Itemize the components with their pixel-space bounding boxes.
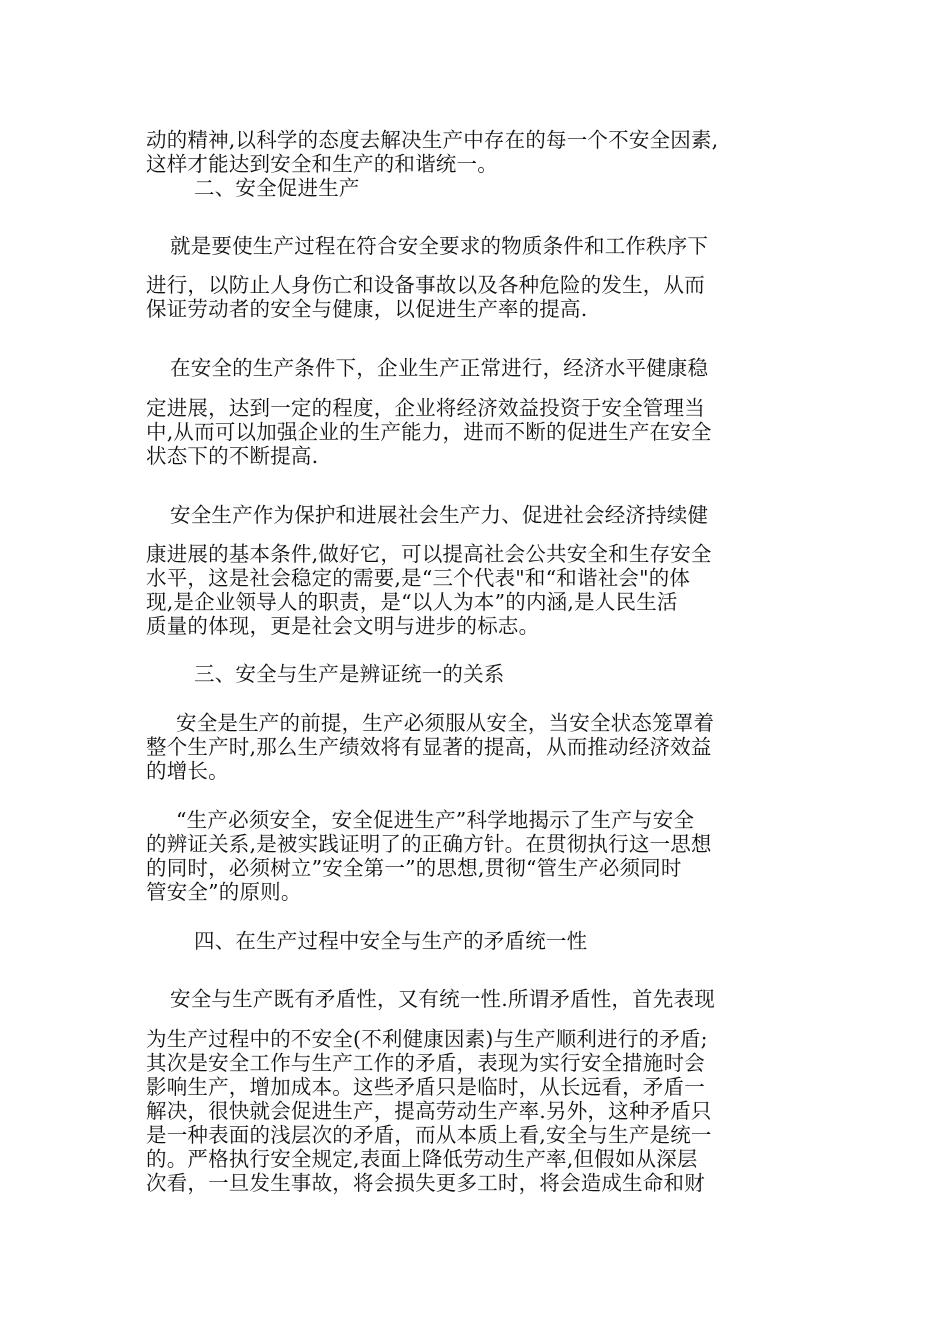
section-heading: 四、在生产过程中安全与生产的矛盾统一性 <box>194 929 588 953</box>
text-line: “生产必须安全，安全促进生产”科学地揭示了生产与安全 <box>176 808 695 832</box>
text-line: 其次是安全工作与生产工作的矛盾，表现为实行安全措施时会 <box>146 1051 705 1075</box>
text-line: 定进展，达到一定的程度，企业将经济效益投资于安全管理当 <box>146 396 705 420</box>
text-line: 动的精神,以科学的态度去解决生产中存在的每一个不安全因素, <box>146 128 719 152</box>
text-line: 康进展的基本条件,做好它，可以提高社会公共安全和生存安全 <box>146 542 712 566</box>
text-line: 安全生产作为保护和进展社会生产力、促进社会经济持续健 <box>170 503 709 527</box>
text-line: 保证劳动者的安全与健康，以促进生产率的提高. <box>146 297 588 321</box>
text-line: 的辨证关系,是被实践证明了的正确方针。在贯彻执行这一思想 <box>146 832 712 856</box>
text-line: 在安全的生产条件下，企业生产正常进行，经济水平健康稳 <box>170 356 709 380</box>
section-heading: 三、安全与生产是辨证统一的关系 <box>194 662 505 686</box>
text-line: 的。严格执行安全规定,表面上降低劳动生产率,但假如从深层 <box>146 1147 698 1171</box>
text-line: 解决，很快就会促进生产，提高劳动生产率.另外，这种矛盾只 <box>146 1099 712 1123</box>
text-line: 的增长。 <box>146 759 229 783</box>
text-line: 安全是生产的前提，生产必须服从安全，当安全状态笼罩着 <box>176 711 715 735</box>
text-line: 安全与生产既有矛盾性，又有统一性.所谓矛盾性，首先表现 <box>170 987 715 1011</box>
section-heading: 二、安全促进生产 <box>194 176 360 200</box>
text-line: 这样才能达到安全和生产的和谐统一。 <box>146 152 498 176</box>
text-line: 水平，这是社会稳定的需要,是“三个代表"和“和谐社会"的体 <box>146 566 691 590</box>
text-line: 为生产过程中的不安全(不利健康因素)与生产顺利进行的矛盾; <box>146 1027 708 1051</box>
text-line: 就是要使生产过程在符合安全要求的物质条件和工作秩序下 <box>170 234 709 258</box>
text-line: 进行，以防止人身伤亡和设备事故以及各种危险的发生，从而 <box>146 273 705 297</box>
text-line: 次看，一旦发生事故，将会损失更多工时，将会造成生命和财 <box>146 1171 705 1195</box>
text-line: 质量的体现，更是社会文明与进步的标志。 <box>146 614 540 638</box>
text-line: 的同时，必须树立”安全第一”的思想,贯彻“管生产必须同时 <box>146 856 682 880</box>
text-line: 影响生产，增加成本。这些矛盾只是临时，从长远看，矛盾一 <box>146 1075 705 1099</box>
text-line: 现,是企业领导人的职责，是“以人为本”的内涵,是人民生活 <box>146 590 678 614</box>
text-line: 是一种表面的浅层次的矛盾，而从本质上看,安全与生产是统一 <box>146 1123 712 1147</box>
text-line: 状态下的不断提高. <box>146 444 319 468</box>
text-line: 管安全”的原则。 <box>146 880 302 904</box>
text-line: 中,从而可以加强企业的生产能力，进而不断的促进生产在安全 <box>146 420 712 444</box>
text-line: 整个生产时,那么生产绩效将有显著的提高，从而推动经济效益 <box>146 735 712 759</box>
